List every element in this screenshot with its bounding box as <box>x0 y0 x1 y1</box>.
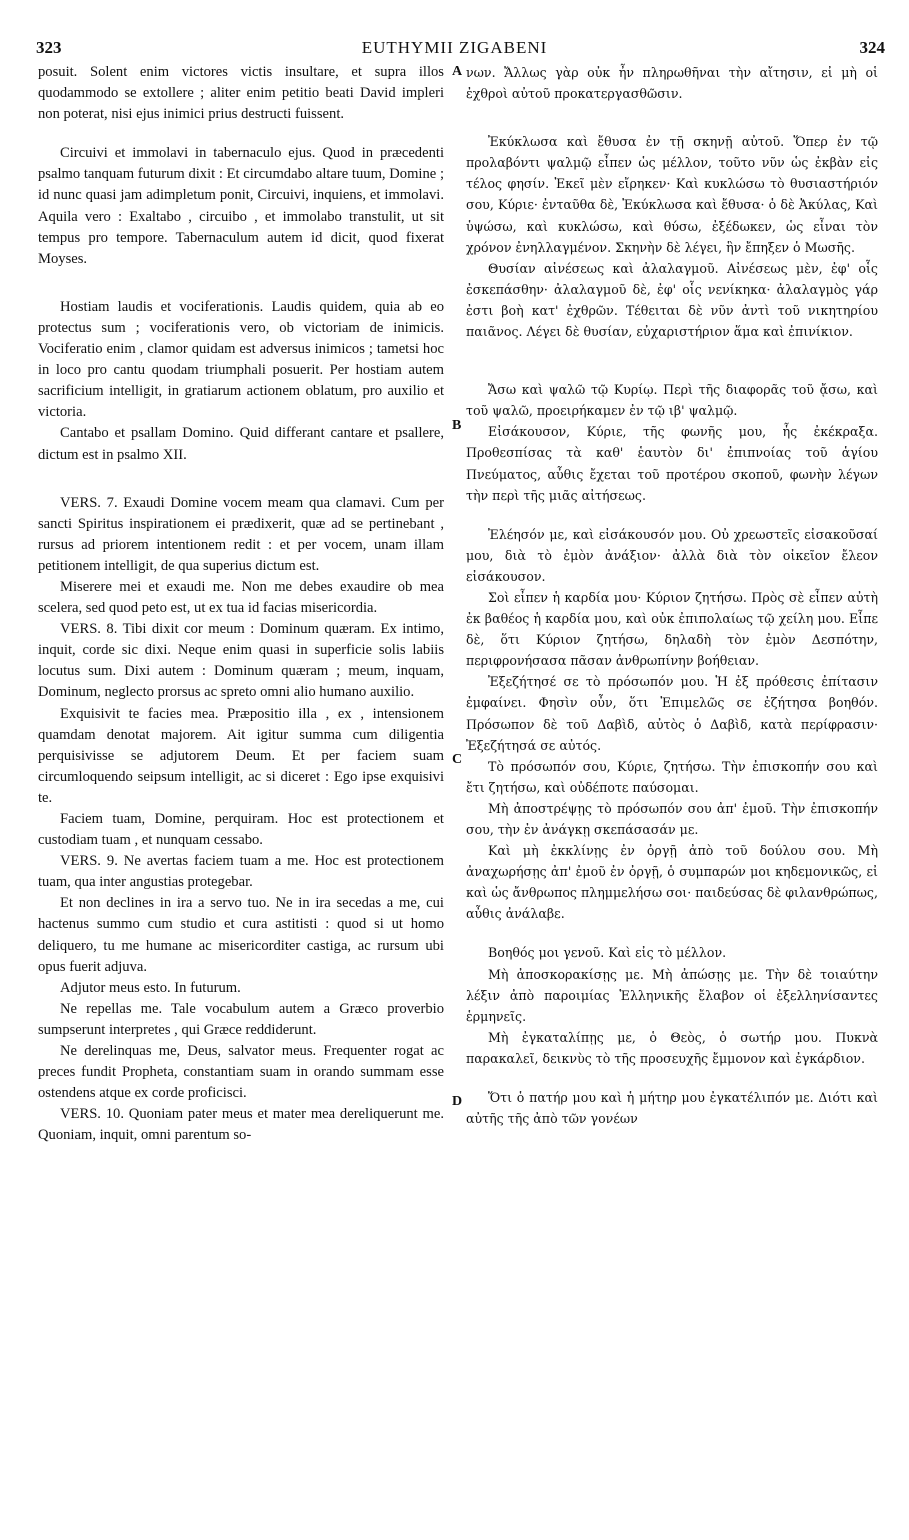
margin-marker-a: A <box>452 64 463 79</box>
latin-column <box>38 62 444 1147</box>
latin-paragraph: posuit. Solent enim victores victis insultare, et supra illos quodammodo se extollere ; aliter enim petitio beati David impleri non poterat, nisi ejus inimici prius destructi fuissent. <box>38 64 444 123</box>
latin-paragraph: Circuivi et immolavi in tabernaculo ejus. Quod in præcedenti psalmo tanquam futurum dixit : Et circumdabo altare tuum, Domine ; id nunc quasi jam adimpletum ponit, Circuivi, inquiens, et immolavi. Aquila vero : Exaltabo , circuibo , et immolabo transtulit, ut sit tempus pro tempore. Tabernaculum autem id dicit, quod fixerat Moyses. <box>38 145 444 267</box>
latin-paragraph: Ne derelinquas me, Deus, salvator meus. Frequenter rogat ac preces fundit Propheta, constantiam suam in orando summam esse ostendens atque ex corde proficisci. <box>38 1043 444 1102</box>
greek-column <box>466 62 878 1129</box>
margin-marker-c: C <box>452 752 463 767</box>
greek-paragraph: νων. Ἄλλως γὰρ οὐκ ἦν πληρωθῆναι τὴν αἴτησιν, εἰ μὴ οἱ ἐχθροὶ αὐτοῦ προκατεργασθῶσιν. <box>466 65 878 102</box>
right-page-number: 324 <box>859 38 885 57</box>
greek-paragraph: Ἐκύκλωσα καὶ ἔθυσα ἐν τῇ σκηνῇ αὐτοῦ. Ὅπερ ἐν τῷ προλαβόντι ψαλμῷ εἶπεν ὡς μέλλον, τοῦτο νῦν ὡς ἐκβὰν εἰς τέλος φησίν. Ἐκεῖ μὲν εἴρηκεν· Καὶ κυκλώσω τὸ θυσιαστήριόν σου, Κύριε· ἐνταῦθα δὲ, Ἐκύκλωσα καὶ ἔθυσα· ὁ δὲ Ἀκύλας, Καὶ ὑψώσω, καὶ κυκλώσω, καὶ θύσω, ἐξέδωκεν, ὡς εἶναι τὸν χρόνον ἐνηλλαγμένον. Σκηνὴν δὲ λέγει, ἣν ἔπηξεν ὁ Μωσῆς. <box>466 134 878 255</box>
latin-paragraph: Miserere mei et exaudi me. Non me debes exaudire ob mea scelera, sed quod peto est, ut ex tua id facias misericordia. <box>38 578 444 617</box>
page-header <box>0 38 909 60</box>
greek-paragraph: Μὴ ἀποσκορακίσῃς με. Μὴ ἀπώσῃς με. Τὴν δὲ τοιαύτην λέξιν ἀπὸ παροιμίας Ἑλληνικῆς ἔλαβον οἱ ἐξελληνίσαντες ἑρμηνεῖς. <box>466 966 878 1024</box>
greek-paragraph: Ἐλέησόν με, καὶ εἰσάκουσόν μου. Οὐ χρεωστεῖς εἰσακοῦσαί μου, διὰ τὸ ἐμὸν ἀνάξιον· ἀλλὰ διὰ τὸν οἰκεῖον ἔλεον εἰσάκουσον. <box>466 526 878 584</box>
margin-marker-b: B <box>452 418 462 433</box>
greek-paragraph: Ὅτι ὁ πατήρ μου καὶ ἡ μήτηρ μου ἐγκατέλιπόν με. Διότι καὶ αὐτῆς τῆς ἀπὸ τῶν γονέων <box>466 1090 878 1127</box>
latin-paragraph: VERS. 8. Tibi dixit cor meum : Dominum quæram. Ex intimo, inquit, corde sic dixi. Neque enim quasi in superficie solis labiis locutus sum. Dixi autem : Dominum quæram ; meum, inquam, Dominum, neglecto prorsus ac spreto omni alio humano auxilio. <box>38 621 444 701</box>
greek-paragraph: Σοὶ εἶπεν ἡ καρδία μου· Κύριον ζητήσω. Πρὸς σὲ εἶπεν αὐτὴ ἐκ βαθέος ἡ καρδία μου, καὶ οὐκ ἐπιπολαίως τῷ χείλη μου. Εἶπε δὲ, ὅτι Κύριον ζητήσω, δηλαδὴ τὸν ἐμὸν Δεσπότην, περιφρονήσασα πᾶσαν ἀνθρωπίνην βοήθειαν. <box>466 589 878 669</box>
margin-marker-d: D <box>452 1094 463 1109</box>
greek-paragraph: Μὴ ἀποστρέψῃς τὸ πρόσωπόν σου ἀπ' ἐμοῦ. Τὴν ἐπισκοπήν σου, τὴν ἐν ἀνάγκῃ σκεπάσασάν με. <box>466 800 878 837</box>
latin-paragraph: Adjutor meus esto. In futurum. <box>60 979 241 996</box>
latin-paragraph: Hostiam laudis et vociferationis. Laudis quidem, quia ab eo protectus sum ; vociferationis vero, ob victoriam de inimicis. Vociferatio enim , clamor quidam est adversus inimicos ; tametsi hoc in loco pro cantu quodam triumphali posuerit. Per hostiam autem sacrificium intelligit, in gratiarum actionem oblatum, pro auxilio et victoria. <box>38 298 444 421</box>
latin-paragraph: Exquisivit te facies mea. Præpositio illa , ex , intensionem quamdam denotat majorem. Ait igitur summa cum diligentia perquisivisse se adjutorem Deum. Et per faciem suam circumloquendo seipsum intelligit, ac si diceret : Ego ipse exquisivi te. <box>38 705 444 806</box>
latin-paragraph: Faciem tuam, Domine, perquiram. Hoc est protectionem et custodiam tuam , et nunquam cessabo. <box>38 811 444 849</box>
latin-paragraph: VERS. 10. Quoniam pater meus et mater mea dereliquerunt me. Quoniam, inquit, omni parentum so- <box>38 1106 444 1144</box>
greek-paragraph: Ἄσω καὶ ψαλῶ τῷ Κυρίῳ. Περὶ τῆς διαφορᾶς τοῦ ᾄσω, καὶ τοῦ ψαλῶ, προειρήκαμεν ἐν τῷ ιβ' ψαλμῷ. <box>466 382 878 419</box>
greek-paragraph: Καὶ μὴ ἐκκλίνῃς ἐν ὀργῇ ἀπὸ τοῦ δούλου σου. Μὴ ἀναχωρήσῃς ἀπ' ἐμοῦ ἐν ὀργῇ, ὁ συμπαρών μοι κηδεμονικῶς, εἰ καὶ ὡς ἄνθρωπος πλημμελήσω σοι· παιδεύσας δὲ φιλανθρώπως, αὖθις ἀνάλαβε. <box>466 843 878 922</box>
latin-paragraph: Cantabo et psallam Domino. Quid differant cantare et psallere, dictum est in psalmo XII. <box>38 425 444 463</box>
left-page-number: 323 <box>36 38 62 57</box>
latin-paragraph: VERS. 9. Ne avertas faciem tuam a me. Hoc est protectionem tuam, qua inter angustias protegebar. <box>38 853 444 891</box>
running-title: EUTHYMII ZIGABENI <box>361 38 548 57</box>
greek-paragraph: Ἐξεζήτησέ σε τὸ πρόσωπόν μου. Ἡ ἐξ πρόθεσις ἐπίτασιν ἐμφαίνει. Φησὶν οὖν, ὅτι Ἐπιμελῶς σε ἐζήτησα βοηθόν. Πρόσωπον δὲ τοῦ Δαβὶδ, αὐτὸς ὁ Δαβὶδ, κατὰ περίφρασιν· Ἐξεζήτησά σε αὐτός. <box>466 674 878 753</box>
greek-paragraph: Μὴ ἐγκαταλίπῃς με, ὁ Θεὸς, ὁ σωτήρ μου. Πυκνὰ παρακαλεῖ, δεικνὺς τὸ τῆς προσευχῆς ἔμμονον καὶ ἐγκάρδιον. <box>466 1029 878 1066</box>
greek-paragraph: Εἰσάκουσον, Κύριε, τῆς φωνῆς μου, ἧς ἐκέκραξα. Προθεσπίσας τὰ καθ' ἑαυτὸν δι' ἐπιπνοίας τοῦ ἁγίου Πνεύματος, αὖθις ἔχεται τοῦ προτέρου σκοποῦ, φωνὴν λέγων τὴν περὶ τῆς μιᾶς αἰτήσεως. <box>466 424 878 503</box>
latin-paragraph: Ne repellas me. Tale vocabulum autem a Græco proverbio sumpserunt interpretes , qui Græce reddiderunt. <box>38 1000 444 1038</box>
latin-paragraph: VERS. 7. Exaudi Domine vocem meam qua clamavi. Cum per sancti Spiritus inspirationem ei prædixerit, quæ ad se pertinebant , rursus ad priorem intentionem redit : et per vocem, unam illam petitionem intelligit, de qua superius dictum est. <box>38 494 444 574</box>
latin-paragraph: Et non declines in ira a servo tuo. Ne in ira secedas a me, cui hactenus summo cum studio et cura astitisti : quod si ut homo deliquero, tu me humane ac misericorditer castiga, ac rursum ubi opus fuerit adjuva. <box>38 895 444 975</box>
greek-paragraph: Τὸ πρόσωπόν σου, Κύριε, ζητήσω. Τὴν ἐπισκοπήν σου καὶ ἔτι ζητήσω, καὶ οὐδέποτε παύσομαι. <box>466 758 878 795</box>
greek-paragraph: Βοηθός μοι γενοῦ. Καὶ εἰς τὸ μέλλον. <box>488 945 727 961</box>
greek-paragraph: Θυσίαν αἰνέσεως καὶ ἀλαλαγμοῦ. Αἰνέσεως μὲν, ἐφ' οἷς ἐσκεπάσθην· ἀλαλαγμοῦ δὲ, ἐφ' οἷς νενίκηκα· ἀλαλαγμὸς γάρ ἐστι βοὴ κατ' ἐχθρῶν. Τέθειται δὲ νῦν ἀντὶ τοῦ νικητηρίου παιᾶνος. Λέγει δὲ θυσίαν, εὐχαριστήριον ἅμα καὶ ἐπινίκιον. <box>466 260 878 340</box>
